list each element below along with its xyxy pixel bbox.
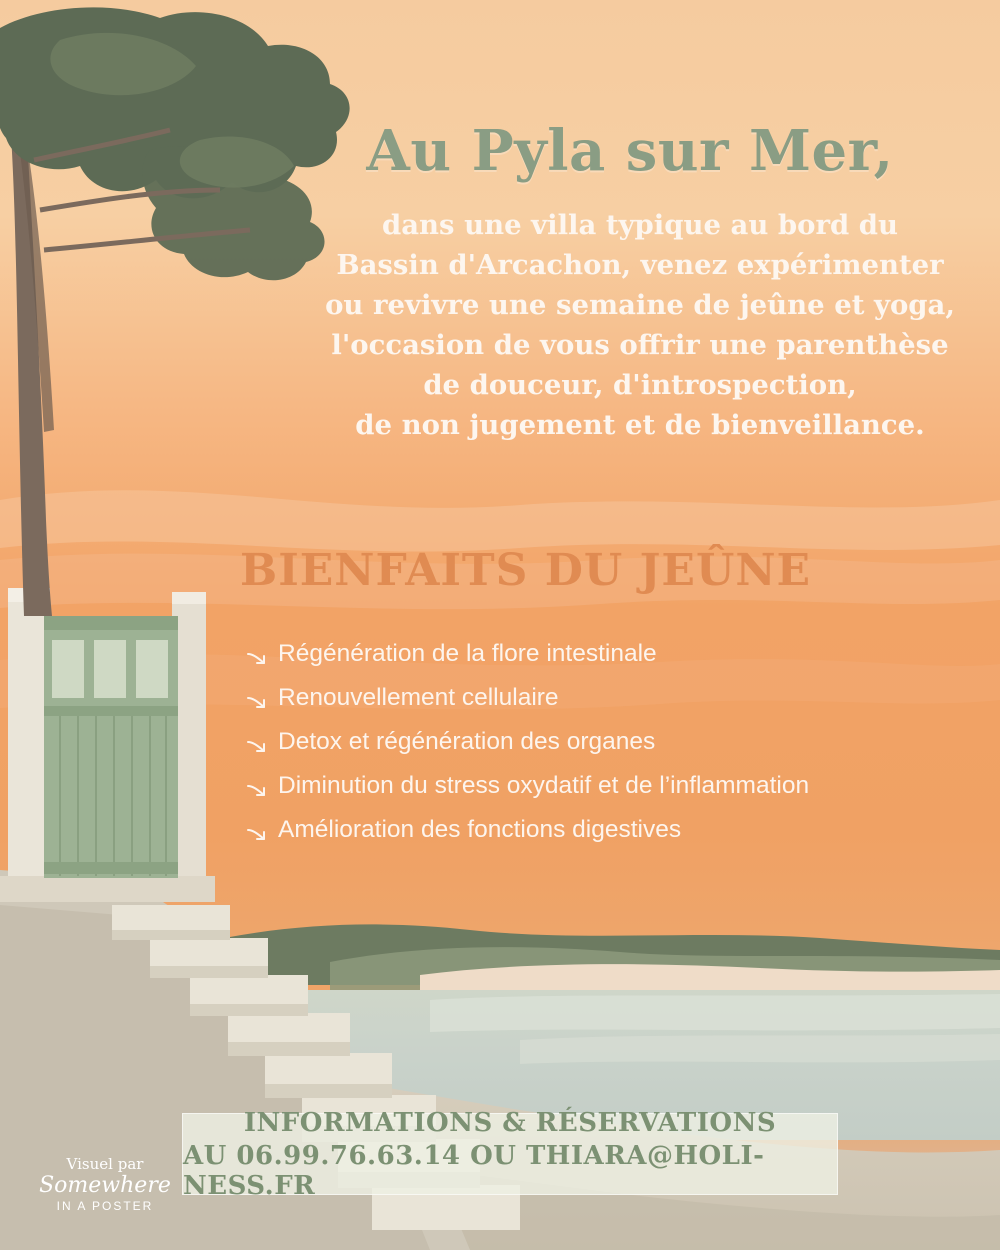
arrow-icon xyxy=(246,643,268,665)
list-item-label: Detox et régénération des organes xyxy=(278,728,656,755)
list-item-label: Renouvellement cellulaire xyxy=(278,684,559,711)
contact-details: AU 06.99.76.63.14 OU THIARA@HOLI-NESS.FR xyxy=(183,1140,765,1201)
intro-line: dans une villa typique au bord du xyxy=(382,209,898,241)
page-title: Au Pyla sur Mer, xyxy=(366,118,894,184)
credit-block xyxy=(30,1155,180,1213)
arrow-icon xyxy=(246,819,268,841)
intro-paragraph xyxy=(300,205,980,445)
intro-line: ou revivre une semaine de jeûne et yoga, xyxy=(325,289,955,321)
arrow-icon xyxy=(246,731,268,753)
contact-banner xyxy=(182,1107,838,1201)
list-item-label: Diminution du stress oxydatif et de l’inflammation xyxy=(278,772,810,799)
list-item xyxy=(240,676,980,720)
list-item-label: Amélioration des fonctions digestives xyxy=(278,816,682,843)
list-item-label: Régénération de la flore intestinale xyxy=(278,640,657,667)
contact-heading: INFORMATIONS & RÉSERVATIONS xyxy=(243,1107,777,1138)
credit-prefix: Visuel par xyxy=(66,1155,144,1173)
list-item xyxy=(240,764,980,808)
intro-line: Bassin d'Arcachon, venez expérimenter xyxy=(336,249,944,281)
arrow-icon xyxy=(246,687,268,709)
list-item xyxy=(240,632,980,676)
intro-line: l'occasion de vous offrir une parenthèse xyxy=(331,329,949,361)
list-item xyxy=(240,720,980,764)
section-title: BIENFAITS DU JEÛNE xyxy=(240,545,812,596)
credit-brand-sub: IN A POSTER xyxy=(56,1199,154,1213)
intro-line: de non jugement et de bienveillance. xyxy=(355,409,925,441)
arrow-icon xyxy=(246,775,268,797)
benefits-list xyxy=(240,632,980,852)
intro-line: de douceur, d'introspection, xyxy=(423,369,857,401)
list-item xyxy=(240,808,980,852)
credit-brand: Somewhere xyxy=(39,1173,171,1198)
